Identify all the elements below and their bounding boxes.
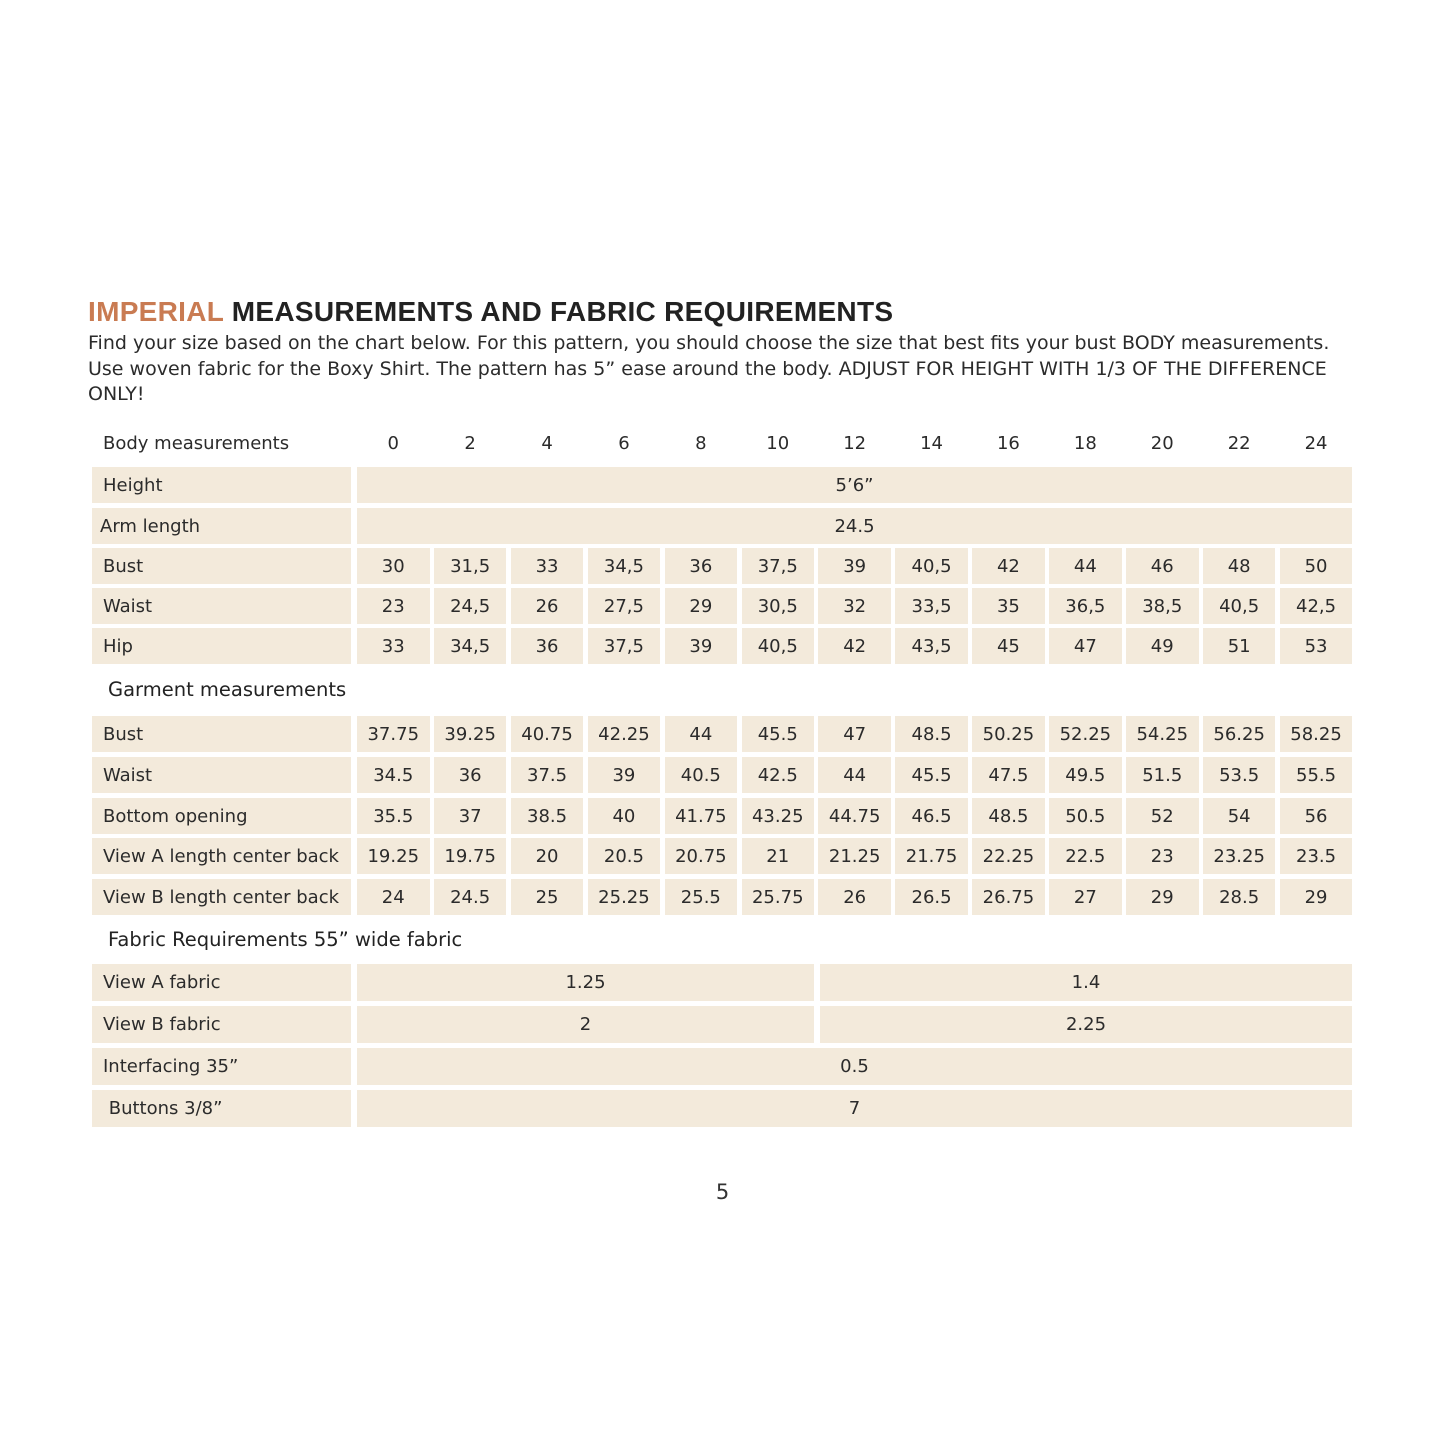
- body-value-cell: 49: [1126, 628, 1199, 664]
- garment-value-cell: 39.25: [434, 716, 507, 752]
- garment-value-cell: 38.5: [511, 798, 584, 834]
- body-value-cell: 33,5: [895, 588, 968, 624]
- garment-value-cell: 50.25: [972, 716, 1045, 752]
- body-value-cell: 39: [818, 548, 891, 584]
- arm-length-label: Arm length: [92, 508, 351, 544]
- body-measurements-label: Body measurements: [103, 433, 290, 454]
- garment-value-cell: 44: [665, 716, 738, 752]
- garment-value-cell: 48.5: [895, 716, 968, 752]
- garment-value-cell: 55.5: [1280, 757, 1353, 793]
- body-value-cell: 42,5: [1280, 588, 1353, 624]
- body-value-cell: 46: [1126, 548, 1199, 584]
- body-value-cell: 47: [1049, 628, 1122, 664]
- view-a-fabric-label: View A fabric: [92, 964, 351, 1001]
- garment-value-cell: 25.5: [665, 879, 738, 915]
- garment-value-cell: 46.5: [895, 798, 968, 834]
- height-label: Height: [92, 467, 351, 503]
- size-header: 18: [1073, 433, 1097, 454]
- garment-value-cell: 20.5: [588, 838, 661, 874]
- body-value-cell: 30,5: [742, 588, 815, 624]
- body-value-cell: 53: [1280, 628, 1353, 664]
- garment-value-cell: 21.25: [818, 838, 891, 874]
- garment-value-cell: 53.5: [1203, 757, 1276, 793]
- garment-row-label: Bottom opening: [92, 798, 351, 834]
- garment-value-cell: 43.25: [742, 798, 815, 834]
- garment-value-cell: 26.5: [895, 879, 968, 915]
- garment-value-cell: 42.25: [588, 716, 661, 752]
- garment-value-cell: 20.75: [665, 838, 738, 874]
- garment-value-cell: 51.5: [1126, 757, 1199, 793]
- size-header: 16: [996, 433, 1020, 454]
- garment-value-cell: 21.75: [895, 838, 968, 874]
- view-b-fabric-large: 2.25: [820, 1006, 1352, 1043]
- body-value-cell: 42: [818, 628, 891, 664]
- body-value-cell: 31,5: [434, 548, 507, 584]
- body-row-label: Bust: [92, 548, 351, 584]
- garment-value-cell: 41.75: [665, 798, 738, 834]
- body-value-cell: 36: [511, 628, 584, 664]
- garment-value-cell: 36: [434, 757, 507, 793]
- garment-value-cell: 29: [1126, 879, 1199, 915]
- view-b-fabric-label: View B fabric: [92, 1006, 351, 1043]
- view-a-fabric-large: 1.4: [820, 964, 1352, 1001]
- intro-text: Find your size based on the chart below. For this pattern, you should choose the size that best fits your bust BODY measurements. Use woven fabric for the Boxy Shirt. The pattern has 5” ease around the body. ADJUST FOR HEIGHT WITH 1/3 OF THE DIFFERENCE ONLY!: [88, 332, 1330, 405]
- body-row-label: Hip: [92, 628, 351, 664]
- garment-value-cell: 37: [434, 798, 507, 834]
- garment-value-cell: 47: [818, 716, 891, 752]
- body-value-cell: 43,5: [895, 628, 968, 664]
- body-row-label: Waist: [92, 588, 351, 624]
- arm-length-value: 24.5: [357, 508, 1352, 544]
- garment-value-cell: 25: [511, 879, 584, 915]
- garment-value-cell: 26.75: [972, 879, 1045, 915]
- size-header: 22: [1227, 433, 1251, 454]
- size-header: 14: [920, 433, 943, 454]
- garment-value-cell: 52: [1126, 798, 1199, 834]
- garment-value-cell: 23.5: [1280, 838, 1353, 874]
- heading-rest: MEASUREMENTS AND FABRIC REQUIREMENTS: [223, 296, 894, 327]
- garment-value-cell: 58.25: [1280, 716, 1353, 752]
- garment-value-cell: 21: [742, 838, 815, 874]
- garment-value-cell: 52.25: [1049, 716, 1122, 752]
- garment-value-cell: 44.75: [818, 798, 891, 834]
- body-value-cell: 35: [972, 588, 1045, 624]
- garment-measurements-title: Garment measurements: [108, 678, 347, 701]
- garment-value-cell: 22.25: [972, 838, 1045, 874]
- interfacing-label: Interfacing 35”: [92, 1048, 351, 1085]
- size-header: 8: [695, 433, 707, 454]
- garment-value-cell: 56.25: [1203, 716, 1276, 752]
- body-value-cell: 40,5: [895, 548, 968, 584]
- garment-value-cell: 56: [1280, 798, 1353, 834]
- garment-value-cell: 40: [588, 798, 661, 834]
- interfacing-value: 0.5: [357, 1048, 1352, 1085]
- garment-value-cell: 54.25: [1126, 716, 1199, 752]
- body-value-cell: 23: [357, 588, 430, 624]
- garment-value-cell: 40.75: [511, 716, 584, 752]
- body-value-cell: 36: [665, 548, 738, 584]
- size-header: 4: [541, 433, 553, 454]
- body-value-cell: 29: [665, 588, 738, 624]
- garment-row-label: Waist: [92, 757, 351, 793]
- garment-row-label: View A length center back: [92, 838, 351, 874]
- garment-value-cell: 19.25: [357, 838, 430, 874]
- buttons-label: Buttons 3/8”: [92, 1090, 351, 1127]
- garment-value-cell: 28.5: [1203, 879, 1276, 915]
- body-value-cell: 38,5: [1126, 588, 1199, 624]
- body-value-cell: 30: [357, 548, 430, 584]
- body-value-cell: 40,5: [742, 628, 815, 664]
- body-value-cell: 26: [511, 588, 584, 624]
- garment-value-cell: 39: [588, 757, 661, 793]
- size-header: 2: [464, 433, 476, 454]
- buttons-value: 7: [357, 1090, 1352, 1127]
- body-value-cell: 40,5: [1203, 588, 1276, 624]
- garment-value-cell: 42.5: [742, 757, 815, 793]
- garment-value-cell: 26: [818, 879, 891, 915]
- size-header: 20: [1150, 433, 1174, 454]
- size-header: 6: [618, 433, 630, 454]
- fabric-requirements-title: Fabric Requirements 55” wide fabric: [108, 928, 463, 951]
- body-value-cell: 39: [665, 628, 738, 664]
- garment-value-cell: 49.5: [1049, 757, 1122, 793]
- body-value-cell: 42: [972, 548, 1045, 584]
- body-value-cell: 50: [1280, 548, 1353, 584]
- body-value-cell: 48: [1203, 548, 1276, 584]
- body-value-cell: 33: [357, 628, 430, 664]
- garment-value-cell: 47.5: [972, 757, 1045, 793]
- body-value-cell: 34,5: [434, 628, 507, 664]
- garment-value-cell: 22.5: [1049, 838, 1122, 874]
- body-value-cell: 44: [1049, 548, 1122, 584]
- body-value-cell: 32: [818, 588, 891, 624]
- garment-value-cell: 37.75: [357, 716, 430, 752]
- body-value-cell: 27,5: [588, 588, 661, 624]
- garment-value-cell: 25.25: [588, 879, 661, 915]
- garment-value-cell: 20: [511, 838, 584, 874]
- size-header: 10: [766, 433, 790, 454]
- size-header: 24: [1304, 433, 1328, 454]
- garment-value-cell: 35.5: [357, 798, 430, 834]
- body-value-cell: 37,5: [588, 628, 661, 664]
- garment-value-cell: 24.5: [434, 879, 507, 915]
- garment-value-cell: 23: [1126, 838, 1199, 874]
- view-b-fabric-small: 2: [357, 1006, 814, 1043]
- body-value-cell: 36,5: [1049, 588, 1122, 624]
- garment-value-cell: 44: [818, 757, 891, 793]
- garment-value-cell: 45.5: [742, 716, 815, 752]
- garment-value-cell: 27: [1049, 879, 1122, 915]
- garment-value-cell: 25.75: [742, 879, 815, 915]
- garment-value-cell: 48.5: [972, 798, 1045, 834]
- size-header: 12: [843, 433, 867, 454]
- body-value-cell: 33: [511, 548, 584, 584]
- body-value-cell: 45: [972, 628, 1045, 664]
- height-value: 5’6”: [357, 467, 1352, 503]
- garment-value-cell: 45.5: [895, 757, 968, 793]
- garment-row-label: View B length center back: [92, 879, 351, 915]
- garment-value-cell: 24: [357, 879, 430, 915]
- garment-value-cell: 23.25: [1203, 838, 1276, 874]
- garment-value-cell: 37.5: [511, 757, 584, 793]
- garment-value-cell: 29: [1280, 879, 1353, 915]
- garment-row-label: Bust: [92, 716, 351, 752]
- page-heading: [88, 296, 893, 328]
- body-value-cell: 37,5: [742, 548, 815, 584]
- garment-value-cell: 19.75: [434, 838, 507, 874]
- garment-value-cell: 40.5: [665, 757, 738, 793]
- garment-value-cell: 34.5: [357, 757, 430, 793]
- view-a-fabric-small: 1.25: [357, 964, 814, 1001]
- garment-value-cell: 54: [1203, 798, 1276, 834]
- page-number: 5: [715, 1180, 730, 1204]
- garment-value-cell: 50.5: [1049, 798, 1122, 834]
- size-header: 0: [387, 433, 399, 454]
- heading-accent: IMPERIAL: [88, 296, 224, 327]
- body-value-cell: 24,5: [434, 588, 507, 624]
- body-value-cell: 51: [1203, 628, 1276, 664]
- body-value-cell: 34,5: [588, 548, 661, 584]
